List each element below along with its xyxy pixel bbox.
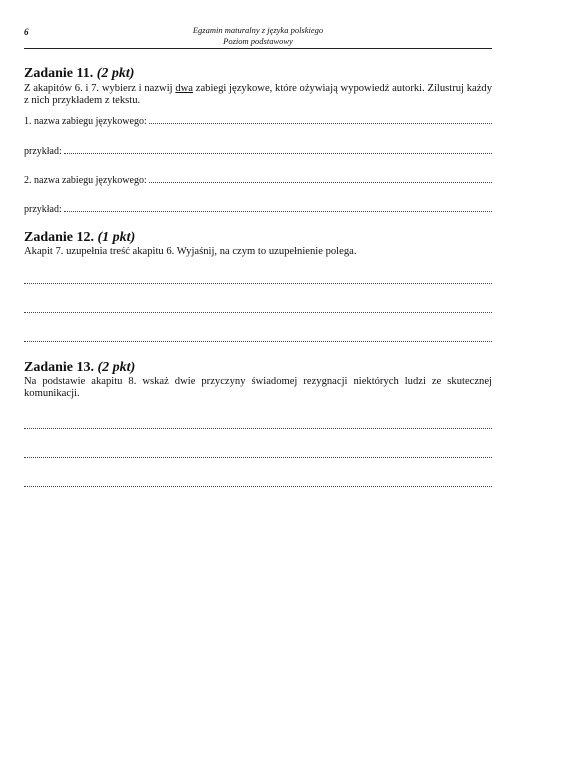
- task-12-answer-line-1[interactable]: [24, 282, 492, 284]
- task-13-title: Zadanie 13.: [24, 360, 95, 375]
- answer-dotted-line[interactable]: [64, 202, 492, 212]
- task-12-points: (1 pkt): [97, 230, 136, 245]
- task-11-example-1-label: przykład:: [24, 146, 62, 157]
- exam-page: [24, 18, 493, 399]
- task-13-heading: [24, 360, 492, 376]
- task-12: [24, 230, 492, 258]
- task-12-instruction: Akapit 7. uzupełnia treść akapitu 6. Wyjaśnij, na czym to uzupełnienie polega.: [24, 246, 357, 257]
- answer-dotted-line[interactable]: [149, 173, 492, 183]
- task-11-text-before: Z akapitów 6. i 7. wybierz i nazwij: [24, 83, 176, 94]
- page-number: 6: [24, 27, 29, 37]
- task-12-title: Zadanie 12.: [24, 230, 95, 245]
- task-11-instruction: [24, 83, 492, 107]
- task-13-instruction: Na podstawie akapitu 8. wskaż dwie przyczyny świadomej rezygnacji niektórych ludzi ze skutecznej komunikacji.: [24, 376, 492, 399]
- task-13-answer-line-3[interactable]: [24, 485, 492, 487]
- task-11-item-1-label: 1. nazwa zabiegu językowego:: [24, 116, 147, 127]
- task-11-item-1-answer[interactable]: [24, 114, 492, 128]
- task-11-example-2-answer[interactable]: [24, 202, 492, 216]
- task-13: [24, 360, 492, 400]
- task-12-answer-line-2[interactable]: [24, 311, 492, 313]
- header-subtitle: Poziom podstawowy: [223, 36, 293, 46]
- task-11-text-after: zabiegi językowe, które ożywiają wypowiedź autorki. Zilustruj każdy z nich przykładem z tekstu.: [24, 83, 493, 106]
- answer-dotted-line[interactable]: [149, 114, 492, 124]
- task-13-points: (2 pkt): [97, 360, 136, 375]
- task-12-answer-line-3[interactable]: [24, 340, 492, 342]
- task-11: [24, 66, 492, 107]
- task-11-item-2-label: 2. nazwa zabiegu językowego:: [24, 175, 147, 186]
- answer-dotted-line[interactable]: [64, 144, 492, 154]
- task-11-text-emphasis: dwa: [175, 83, 193, 94]
- task-11-title: Zadanie 11.: [24, 66, 94, 81]
- task-11-example-1-answer[interactable]: [24, 144, 492, 158]
- task-13-answer-line-2[interactable]: [24, 456, 492, 458]
- task-12-heading: [24, 230, 492, 246]
- task-11-item-2-answer[interactable]: [24, 173, 492, 187]
- task-11-example-2-label: przykład:: [24, 204, 62, 215]
- task-11-points: (2 pkt): [96, 66, 135, 81]
- task-13-answer-line-1[interactable]: [24, 427, 492, 429]
- header-title: Egzamin maturalny z języka polskiego: [192, 25, 324, 35]
- task-11-heading: [24, 66, 492, 82]
- page-header: [24, 18, 492, 49]
